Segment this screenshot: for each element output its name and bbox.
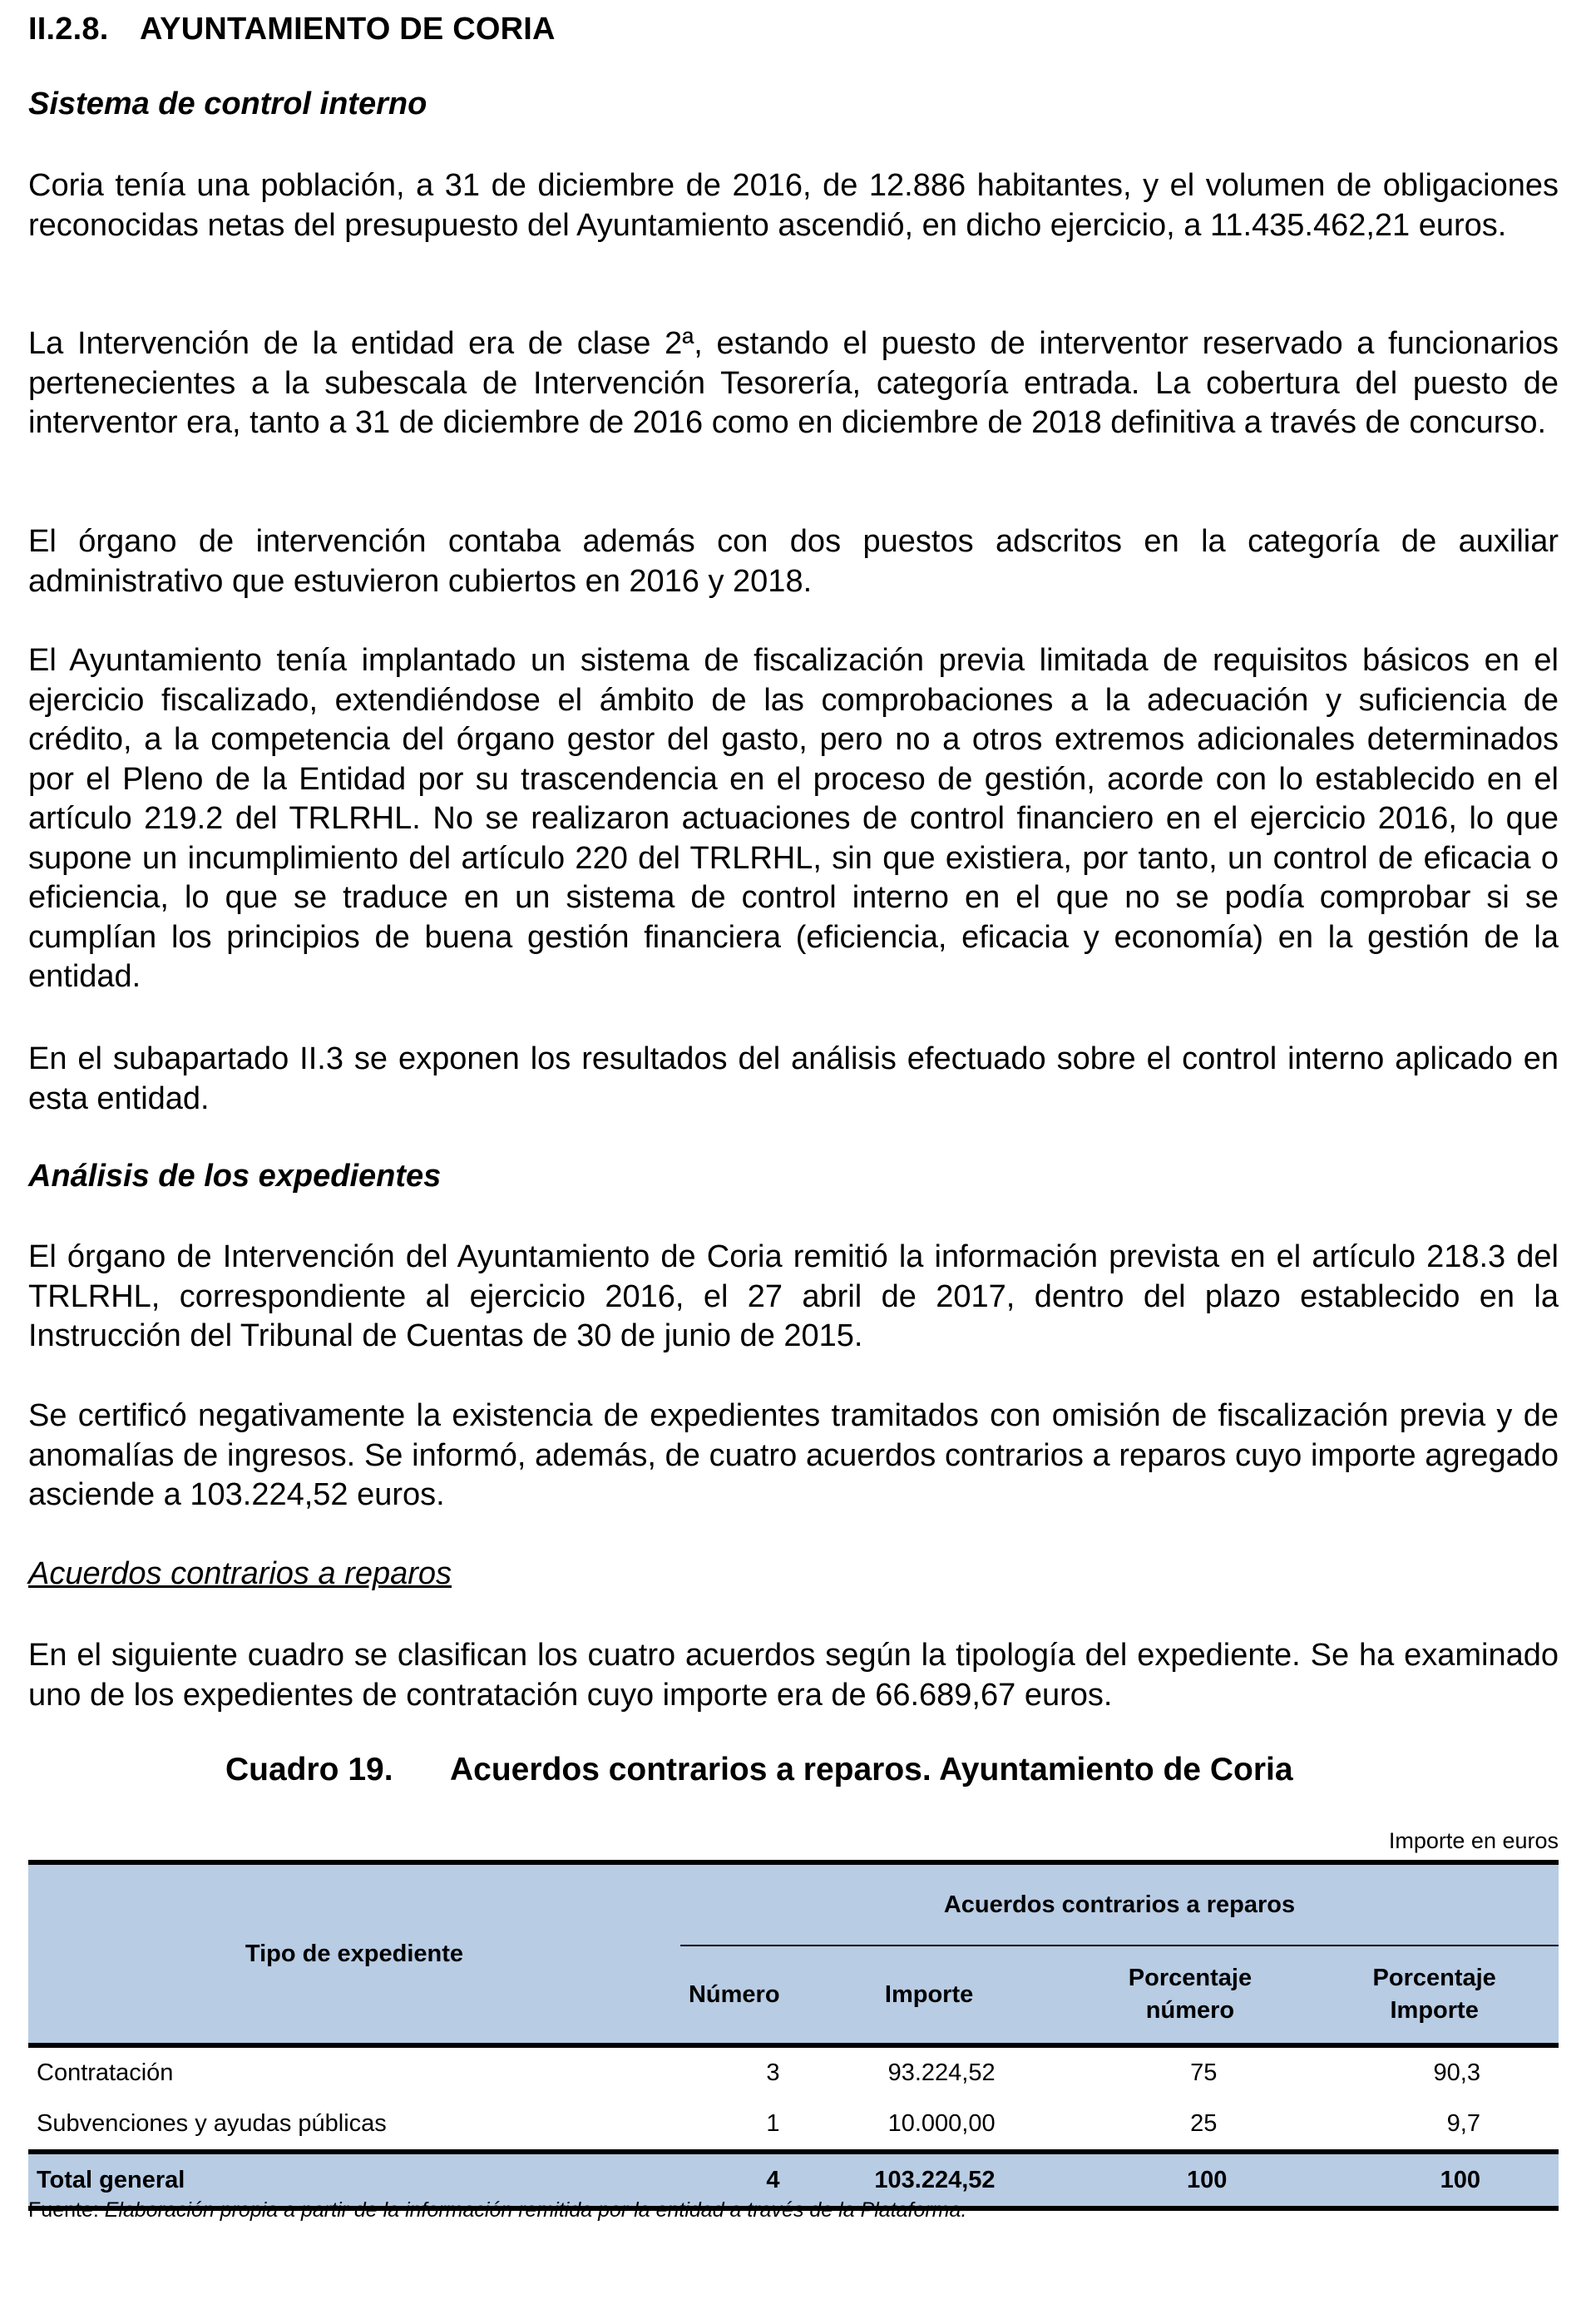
header-numero: Número — [680, 1946, 788, 2045]
source-label: Fuente: — [28, 2198, 99, 2222]
cell-total-numero: 4 — [680, 2152, 788, 2208]
table-row — [28, 2045, 1559, 2099]
heading-reparos: Acuerdos contrarios a reparos — [28, 1556, 452, 1591]
table-caption-label: Cuadro 19. — [225, 1752, 393, 1787]
header-pct-importe-line2: Importe — [1390, 1997, 1479, 2024]
cell-total-tipo: Total general — [28, 2152, 680, 2208]
unit-note: Importe en euros — [1388, 1828, 1559, 1853]
cell-total-pct-numero: 100 — [1070, 2152, 1311, 2208]
cell-pct-importe: 9,7 — [1446, 2110, 1480, 2137]
paragraph-remision: El órgano de Intervención del Ayuntamiento de Coria remitió la información prevista en el artículo 218.3 del TRLRHL, correspondiente al ejercicio 2016, el 27 abril de 2017, dentro del plazo establecido en la Instrucción del Tribunal de Cuentas de 30 de junio de 2015. — [28, 1239, 1559, 1353]
cell-importe: 93.224,52 — [887, 2059, 996, 2086]
heading-analisis: Análisis de los expedientes — [28, 1159, 442, 1194]
paragraph-intervencion: La Intervención de la entidad era de clase 2ª, estando el puesto de interventor reservado a funcionarios pertenecientes a la subescala de Intervención Tesorería, categoría entrada. La cobertura del puesto de interventor era, tanto a 31 de diciembre de 2016 como en diciembre de 2018 definitiva a través de concurso. — [28, 326, 1559, 440]
header-group: Acuerdos contrarios a reparos — [680, 1862, 1559, 1946]
heading-control-interno: Sistema de control interno — [28, 87, 427, 121]
section-title — [28, 12, 556, 47]
paragraph-puestos: El órgano de intervención contaba además con dos puestos adscritos en la categoría de auxiliar administrativo que estuvieron cubiertos en 2016 y 2018. — [28, 524, 1559, 599]
header-tipo: Tipo de expediente — [28, 1862, 680, 2045]
cell-importe: 10.000,00 — [887, 2110, 996, 2137]
header-pct-numero-line2: número — [1145, 1997, 1235, 2024]
cell-pct-importe: 90,3 — [1433, 2059, 1480, 2086]
header-pct-importe — [1310, 1946, 1559, 2045]
header-importe: Importe — [788, 1946, 1070, 2045]
table-caption-title: Acuerdos contrarios a reparos. Ayuntamiento de Coria — [450, 1752, 1293, 1787]
cell-tipo: Subvenciones y ayudas públicas — [37, 2110, 387, 2137]
paragraph-subapartado: En el subapartado II.3 se exponen los resultados del análisis efectuado sobre el control interno aplicado en esta entidad. — [28, 1041, 1559, 1116]
reparos-table — [28, 1860, 1559, 2211]
header-pct-numero-line1: Porcentaje — [1128, 1965, 1253, 1991]
table-source — [28, 2198, 966, 2222]
cell-numero: 1 — [766, 2110, 780, 2137]
section-number: II.2.8. — [28, 12, 109, 47]
cell-total-pct-importe: 100 — [1310, 2152, 1559, 2208]
table-row — [28, 2099, 1559, 2152]
paragraph-certificacion: Se certificó negativamente la existencia de expedientes tramitados con omisión de fiscalización previa y de anomalías de ingresos. Se informó, además, de cuatro acuerdos contrarios a reparos cuyo importe agregado asciende a 103.224,52 euros. — [28, 1398, 1559, 1512]
table-caption — [225, 1752, 1293, 1788]
source-text: Elaboración propia a partir de la información remitida por la entidad a través de la Plataforma. — [104, 2198, 967, 2222]
paragraph-poblacion: Coria tenía una población, a 31 de diciembre de 2016, de 12.886 habitantes, y el volumen de obligaciones reconocidas netas del presupuesto del Ayuntamiento ascendió, en dicho ejercicio, a 11.435.462,21 euros. — [28, 168, 1559, 243]
header-pct-numero — [1070, 1946, 1311, 2045]
section-name: AYUNTAMIENTO DE CORIA — [140, 12, 556, 47]
cell-numero: 3 — [766, 2059, 780, 2086]
paragraph-cuadro-intro: En el siguiente cuadro se clasifican los cuatro acuerdos según la tipología del expediente. Se ha examinado uno de los expedientes de contratación cuyo importe era de 66.689,67 euros. — [28, 1638, 1559, 1713]
cell-tipo: Contratación — [37, 2059, 174, 2086]
cell-total-importe: 103.224,52 — [788, 2152, 1070, 2208]
header-pct-importe-line1: Porcentaje — [1372, 1965, 1496, 1991]
cell-pct-numero: 75 — [1190, 2059, 1218, 2086]
paragraph-fiscalizacion: El Ayuntamiento tenía implantado un sistema de fiscalización previa limitada de requisitos básicos en el ejercicio fiscalizado, extendiéndose el ámbito de las comprobaciones a la adecuación y suficiencia de crédito, a la competencia del órgano gestor del gasto, pero no a otros extremos adicionales determinados por el Pleno de la Entidad por su trascendencia en el proceso de gestión, acorde con lo establecido en el artículo 219.2 del TRLRHL. No se realizaron actuaciones de control financiero en el ejercicio 2016, lo que supone un incumplimiento del artículo 220 del TRLRHL, sin que existiera, por tanto, un control de eficacia o eficiencia, lo que se traduce en un sistema de control interno en el que no se podía comprobar si se cumplían los principios de buena gestión financiera (eficiencia, eficacia y economía) en la gestión de la entidad. — [28, 643, 1559, 994]
cell-pct-numero: 25 — [1190, 2110, 1218, 2137]
